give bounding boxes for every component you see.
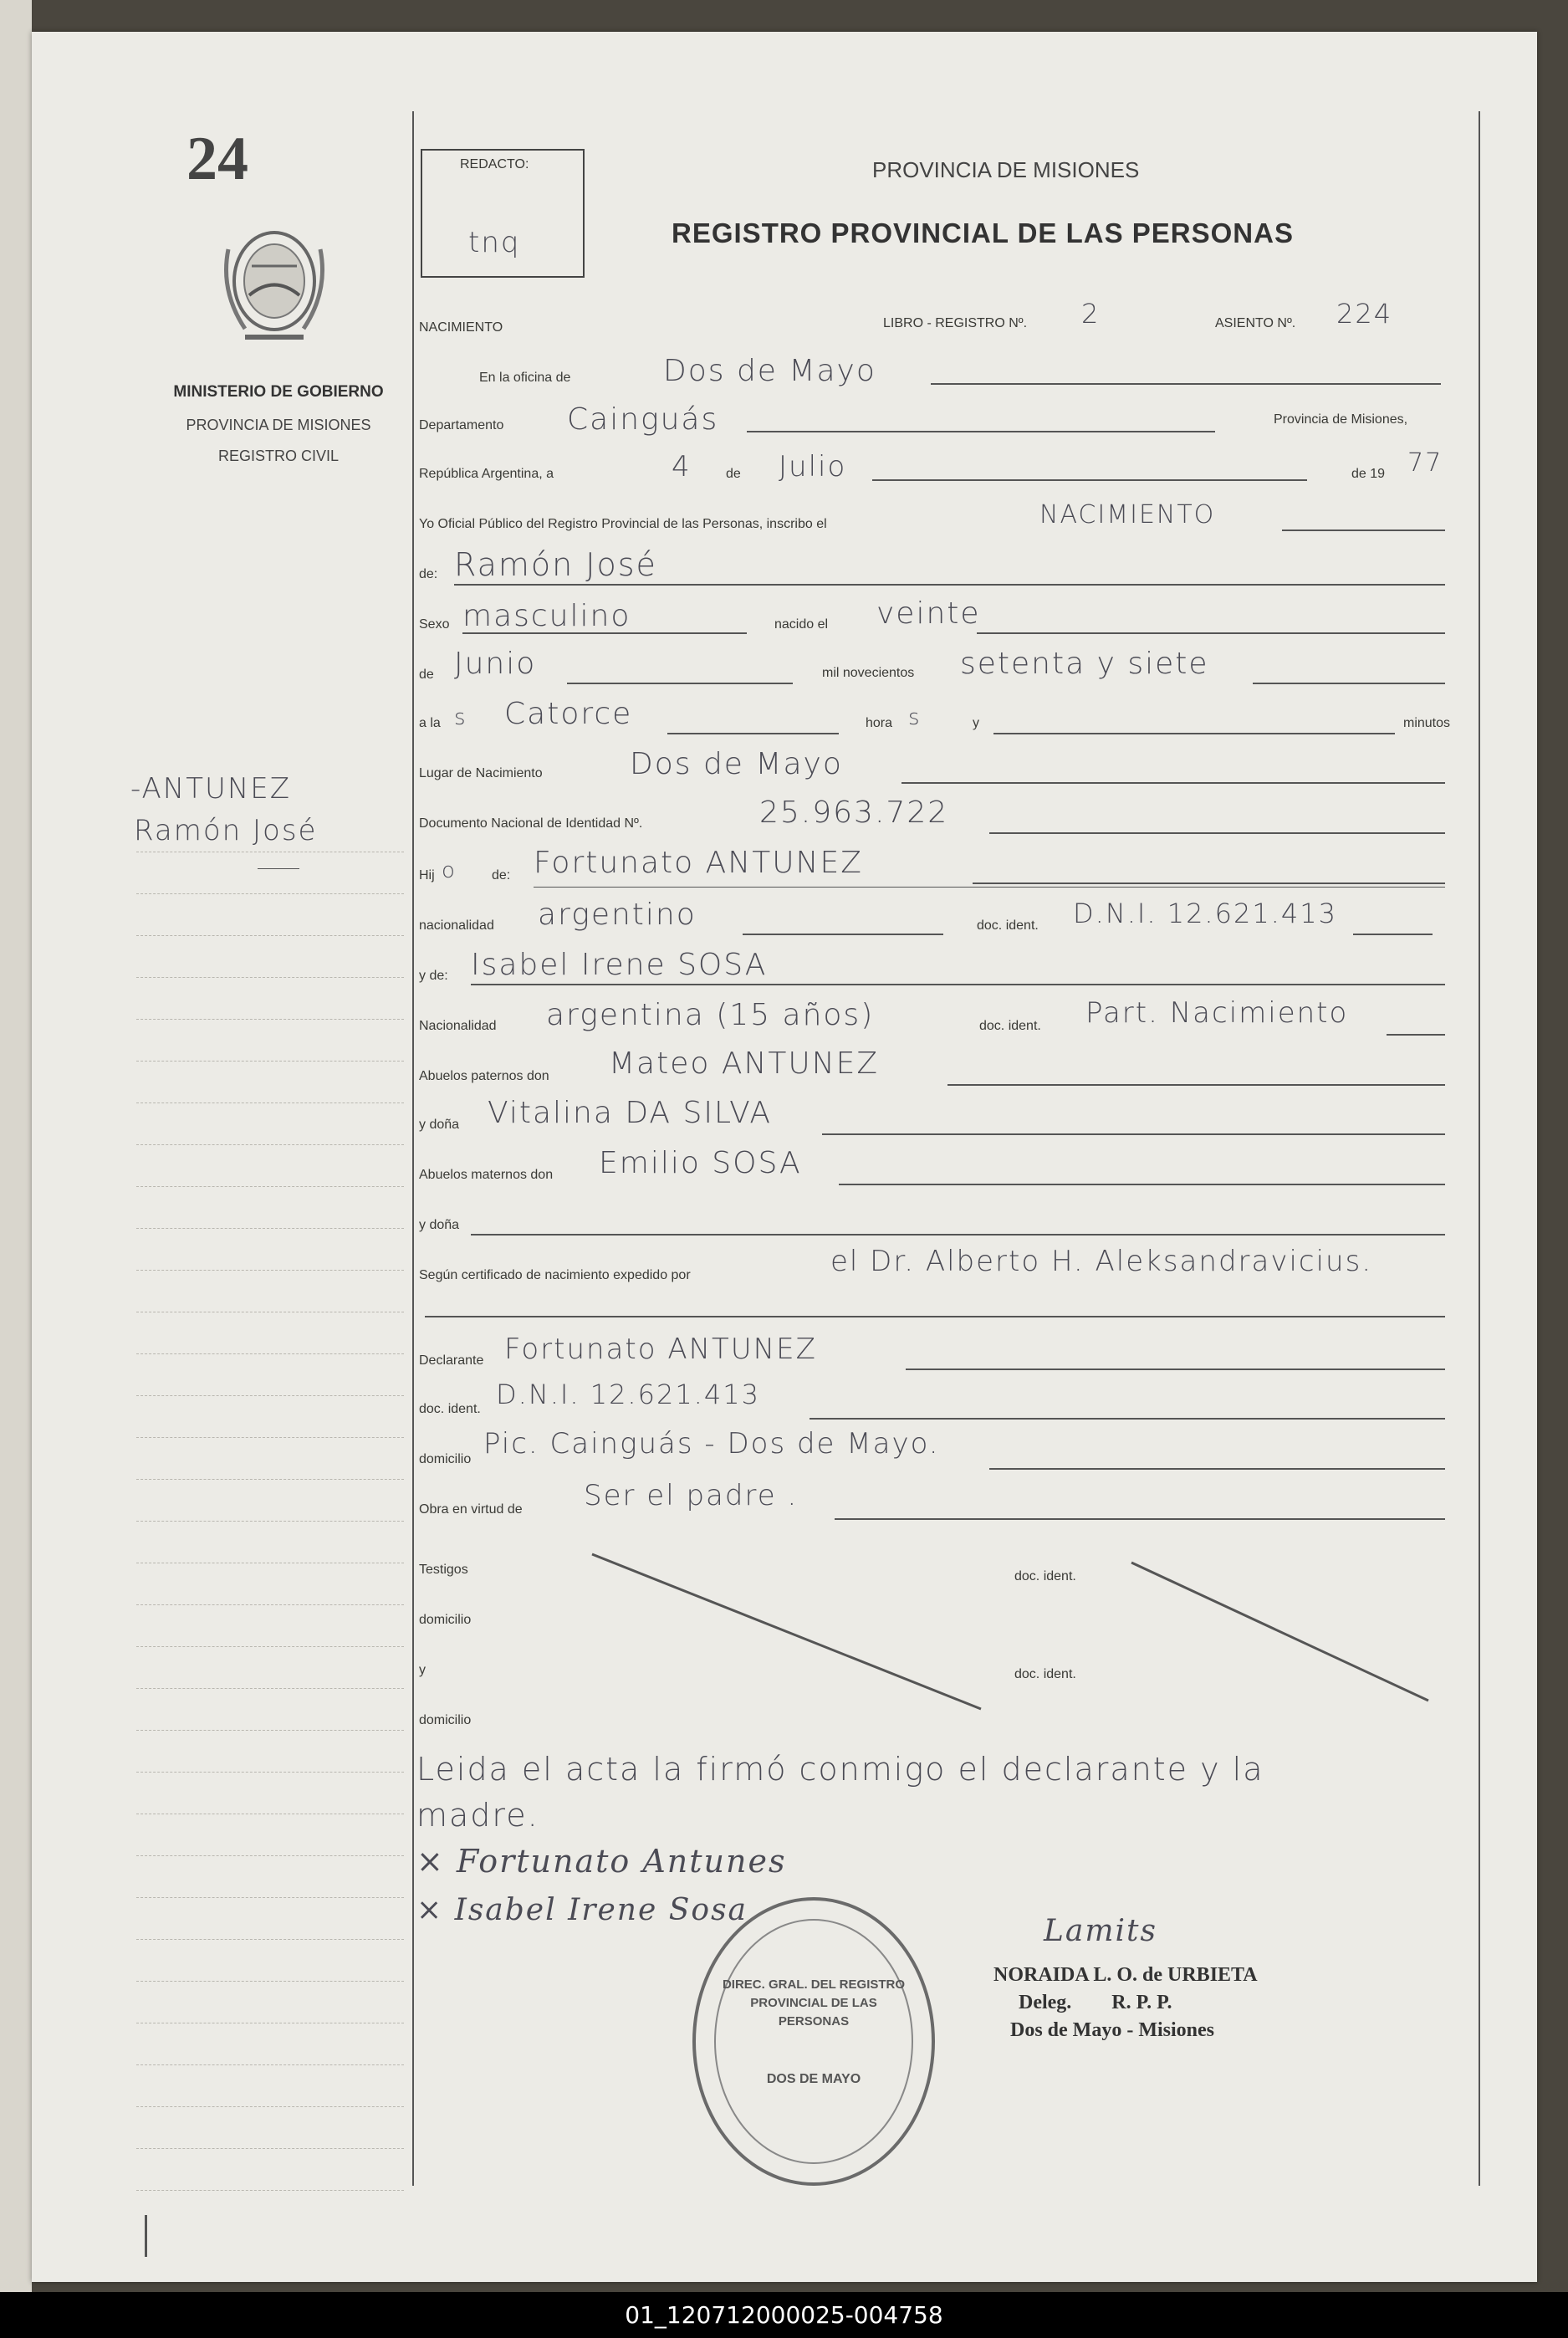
value-madre: Isabel Irene SOSA xyxy=(471,948,768,982)
label-a-la-s: s xyxy=(454,705,467,730)
value-departamento: Cainguás xyxy=(567,402,719,437)
label-nacido: nacido el xyxy=(774,617,829,632)
header-registry: REGISTRO PROVINCIAL DE LAS PERSONAS xyxy=(672,217,1294,248)
margin-rule xyxy=(136,2106,404,2107)
margin-rule xyxy=(136,1897,404,1898)
redacto-initials: tnq xyxy=(468,226,521,259)
seal-center: DOS DE MAYO xyxy=(766,2072,861,2086)
margin-note-surname: -ANTUNEZ xyxy=(130,772,292,806)
label-hij: Hij xyxy=(419,868,435,883)
closing-line1: Leida el acta la firmó conmigo el declarante y la xyxy=(416,1751,1264,1788)
image-id-bar xyxy=(0,2292,1568,2338)
label-abuelos-paternos: Abuelos paternos don xyxy=(419,1069,549,1083)
value-declarante-doc: D.N.I. 12.621.413 xyxy=(496,1379,760,1410)
value-domicilio: Pic. Cainguás - Dos de Mayo. xyxy=(483,1427,940,1461)
label-nacionalidad-padre: nacionalidad xyxy=(419,918,494,933)
value-oficina: Dos de Mayo xyxy=(663,354,876,388)
margin-rule xyxy=(136,2190,404,2191)
value-libro: 2 xyxy=(1081,298,1101,330)
value-dni: 25.963.722 xyxy=(759,796,949,830)
value-nacido-dia: veinte xyxy=(876,596,981,631)
label-domicilio: domicilio xyxy=(419,1452,472,1466)
label-hora: hora xyxy=(866,716,893,730)
label-nacionalidad-madre: Nacionalidad xyxy=(419,1019,497,1033)
label-a-la: a la xyxy=(419,716,441,730)
label-y-dona-materna: y doña xyxy=(419,1218,460,1232)
signature-mother: × Isabel Irene Sosa xyxy=(416,1893,748,1927)
testigos-void-strikes xyxy=(32,32,1537,1788)
label-republica: República Argentina, a xyxy=(419,467,554,481)
margin-pen-mark xyxy=(145,2215,147,2257)
label-minutos: minutos xyxy=(1403,716,1451,730)
value-padre: Fortunato ANTUNEZ xyxy=(534,846,863,880)
binding-strip xyxy=(0,0,32,2292)
value-obra: Ser el padre . xyxy=(584,1479,799,1512)
label-de-nombre: de: xyxy=(419,567,438,581)
margin-rule xyxy=(136,2148,404,2149)
margin-rule xyxy=(136,1939,404,1940)
value-asiento: 224 xyxy=(1336,298,1393,330)
value-sexo: masculino xyxy=(462,599,631,633)
ministry-title: MINISTERIO DE GOBIERNO xyxy=(173,383,384,401)
label-domicilio-testigo2: domicilio xyxy=(419,1713,472,1727)
label-y-dona: y doña xyxy=(419,1118,460,1132)
label-abuelos-maternos: Abuelos maternos don xyxy=(419,1168,554,1182)
label-de-19: de 19 xyxy=(1351,467,1386,481)
label-nacimiento: NACIMIENTO xyxy=(419,320,503,335)
label-lugar: Lugar de Nacimiento xyxy=(419,766,543,780)
image-id: 01_120712000025-004758 xyxy=(625,2301,943,2329)
label-obra: Obra en virtud de xyxy=(419,1502,523,1517)
value-madre-nacionalidad: argentina (15 años) xyxy=(546,998,875,1032)
label-doc-ident-madre: doc. ident. xyxy=(979,1019,1041,1033)
official-title: Deleg. R. P. P. xyxy=(1019,1992,1172,2013)
label-sexo: Sexo xyxy=(419,617,450,632)
value-padre-doc: D.N.I. 12.621.413 xyxy=(1073,898,1337,929)
value-declarante: Fortunato ANTUNEZ xyxy=(504,1333,817,1366)
value-certificado: el Dr. Alberto H. Aleksandravicius. xyxy=(830,1245,1373,1278)
label-departamento: Departamento xyxy=(419,418,504,432)
value-lugar: Dos de Mayo xyxy=(630,747,843,781)
label-asiento: ASIENTO Nº. xyxy=(1215,316,1296,330)
value-nacido-mes: Junio xyxy=(454,647,537,681)
value-acto: NACIMIENTO xyxy=(1039,500,1216,530)
value-abuelo-paterno: Mateo ANTUNEZ xyxy=(609,1046,880,1081)
label-testigos: Testigos xyxy=(419,1563,468,1577)
value-abuelo-materno: Emilio SOSA xyxy=(599,1146,802,1180)
value-hora: Catorce xyxy=(504,697,633,731)
official-signature: Lamits xyxy=(1044,1914,1157,1948)
margin-rule xyxy=(136,2064,404,2065)
label-hora-s: s xyxy=(908,705,922,730)
label-libro: LIBRO - REGISTRO Nº. xyxy=(883,316,1028,330)
label-segun: Según certificado de nacimiento expedido por xyxy=(419,1268,691,1282)
closing-line2: madre. xyxy=(416,1797,539,1834)
margin-rule xyxy=(136,1855,404,1856)
register-page xyxy=(32,32,1537,2282)
label-doc-ident-testigo1: doc. ident. xyxy=(1014,1569,1076,1583)
value-dia: 4 xyxy=(672,450,692,483)
margin-rule xyxy=(136,1981,404,1982)
official-place: Dos de Mayo - Misiones xyxy=(1010,2019,1214,2041)
redacto-label: REDACTO: xyxy=(460,157,529,171)
value-madre-doc: Part. Nacimiento xyxy=(1085,996,1349,1030)
value-abuela-paterna: Vitalina DA SILVA xyxy=(488,1096,773,1130)
label-de-padre: de: xyxy=(492,868,511,883)
value-mes: Julio xyxy=(779,450,847,483)
label-de-mes: de xyxy=(726,467,741,481)
official-name: NORAIDA L. O. de URBIETA xyxy=(993,1964,1258,1986)
header-province: PROVINCIA DE MISIONES xyxy=(872,157,1140,182)
label-y-testigo2: y xyxy=(419,1663,426,1677)
label-doc-ident-declarante: doc. ident. xyxy=(419,1402,481,1416)
label-y-minutos: y xyxy=(973,716,979,730)
label-doc-ident-padre: doc. ident. xyxy=(977,918,1039,933)
label-provincia-misiones: Provincia de Misiones, xyxy=(1274,412,1408,427)
label-domicilio-testigo1: domicilio xyxy=(419,1613,472,1627)
value-padre-nacionalidad: argentino xyxy=(538,898,697,932)
label-mil: mil novecientos xyxy=(822,666,915,680)
ministry-province: PROVINCIA DE MISIONES xyxy=(186,417,371,433)
seal-text: DIREC. GRAL. DEL REGISTRO PROVINCIAL DE LAS PERSONAS xyxy=(722,1977,906,2028)
label-de-junio: de xyxy=(419,668,434,682)
signature-father: × Fortunato Antunes xyxy=(416,1843,787,1880)
value-nombre: Ramón José xyxy=(454,546,657,583)
label-oficial: Yo Oficial Público del Registro Provincial de las Personas, inscribo el xyxy=(419,517,827,531)
label-oficina: En la oficina de xyxy=(479,371,571,385)
margin-note-name: Ramón José xyxy=(134,814,318,847)
label-hij-o: o xyxy=(442,858,457,883)
ministry-registry: REGISTRO CIVIL xyxy=(217,448,340,464)
label-documento: Documento Nacional de Identidad Nº. xyxy=(419,816,643,831)
official-seal xyxy=(692,1897,935,2186)
label-doc-ident-testigo2: doc. ident. xyxy=(1014,1667,1076,1681)
folio-number: 24 xyxy=(186,125,248,193)
value-anio: 77 xyxy=(1407,448,1443,478)
label-declarante: Declarante xyxy=(419,1353,484,1368)
label-y-de-madre: y de: xyxy=(419,969,448,983)
value-nacido-anio: setenta y siete xyxy=(960,647,1209,681)
